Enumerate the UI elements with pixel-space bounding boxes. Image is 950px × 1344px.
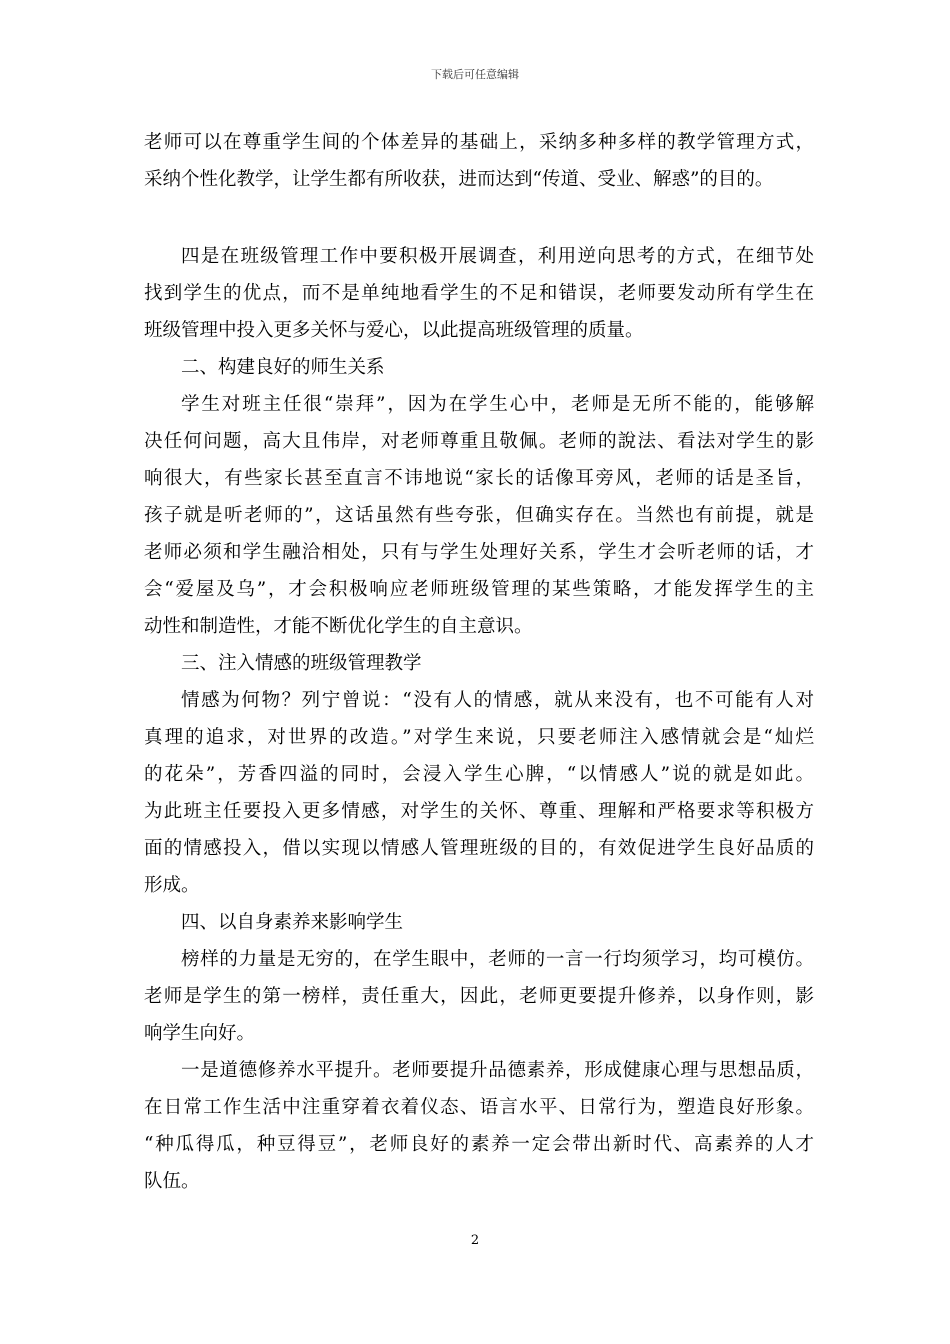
paragraph — [144, 124, 814, 198]
paragraph — [144, 386, 814, 645]
text-line: 找到学生的优点，而不是单纯地看学生的不足和错误，老师要发动所有学生在 — [144, 283, 814, 304]
text-line: 响很大，有些家长甚至直言不讳地说“家长的话像耳旁风，老师的话是圣旨， — [144, 468, 814, 489]
text-line: 二、构建良好的师生关系 — [181, 357, 385, 378]
text-line: 会“爱屋及乌”，才会积极响应老师班级管理的某些策略，才能发挥学生的主 — [144, 579, 814, 600]
text-line: 四、以自身素养来影响学生 — [181, 912, 404, 933]
text-line: 响学生向好。 — [144, 1023, 256, 1044]
page-number: 2 — [470, 1233, 480, 1248]
text-line: 真理的追求，对世界的改造。”对学生来说，只要老师注入感情就会是“灿烂 — [144, 727, 814, 748]
text-line: 决任何问题，高大且伟岸，对老师尊重且敬佩。老师的說法、看法对学生的影 — [144, 431, 814, 452]
paragraph — [144, 1052, 814, 1200]
text-line: 情感为何物？列宁曾说：“没有人的情感，就从来没有，也不可能有人对 — [181, 690, 814, 711]
paragraph — [144, 238, 814, 349]
text-line: 孩子就是听老师的”，这话虽然有些夸张，但确实存在。当然也有前提，就是 — [144, 505, 814, 526]
text-line: 形成。 — [144, 875, 200, 896]
text-line: 一是道德修养水平提升。老师要提升品德素养，形成健康心理与思想品质， — [181, 1060, 814, 1081]
text-line: 为此班主任要投入更多情感，对学生的关怀、尊重、理解和严格要求等积极方 — [144, 801, 814, 822]
paragraph — [144, 349, 814, 386]
text-line: 的花朵”，芳香四溢的同时，会浸入学生心脾，“以情感人”说的就是如此。 — [144, 764, 814, 785]
text-line: 动性和制造性，才能不断优化学生的自主意识。 — [144, 616, 533, 637]
document-body — [144, 124, 814, 1200]
paragraph — [144, 941, 814, 1052]
page-header: 下载后可任意编辑 — [431, 68, 519, 81]
text-line: 班级管理中投入更多关怀与爱心，以此提高班级管理的质量。 — [144, 320, 644, 341]
text-line: 老师可以在尊重学生间的个体差异的基础上，采纳多种多样的教学管理方式， — [144, 132, 814, 153]
text-line: 老师是学生的第一榜样，责任重大，因此，老师更要提升修养，以身作则，影 — [144, 986, 814, 1007]
text-line: 三、注入情感的班级管理教学 — [181, 653, 422, 674]
text-line: 采纳个性化教学，让学生都有所收获，进而达到“传道、受业、解惑”的目的。 — [144, 169, 774, 190]
text-line: 学生对班主任很“崇拜”，因为在学生心中，老师是无所不能的，能够解 — [181, 394, 814, 415]
paragraph — [144, 904, 814, 941]
text-line: 在日常工作生活中注重穿着衣着仪态、语言水平、日常行为，塑造良好形象。 — [144, 1097, 814, 1118]
paragraph — [144, 645, 814, 682]
text-line: 队伍。 — [144, 1171, 200, 1192]
text-line: 老师必须和学生融洽相处，只有与学生处理好关系，学生才会听老师的话，才 — [144, 542, 814, 563]
text-line: “种瓜得瓜，种豆得豆”，老师良好的素养一定会带出新时代、高素养的人才 — [144, 1134, 814, 1155]
paragraph-gap — [144, 198, 814, 238]
text-line: 四是在班级管理工作中要积极开展调查，利用逆向思考的方式，在细节处 — [181, 246, 814, 267]
text-line: 面的情感投入，借以实现以情感人管理班级的目的，有效促进学生良好品质的 — [144, 838, 814, 859]
paragraph — [144, 682, 814, 904]
text-line: 榜样的力量是无穷的，在学生眼中，老师的一言一行均须学习，均可模仿。 — [181, 949, 814, 970]
